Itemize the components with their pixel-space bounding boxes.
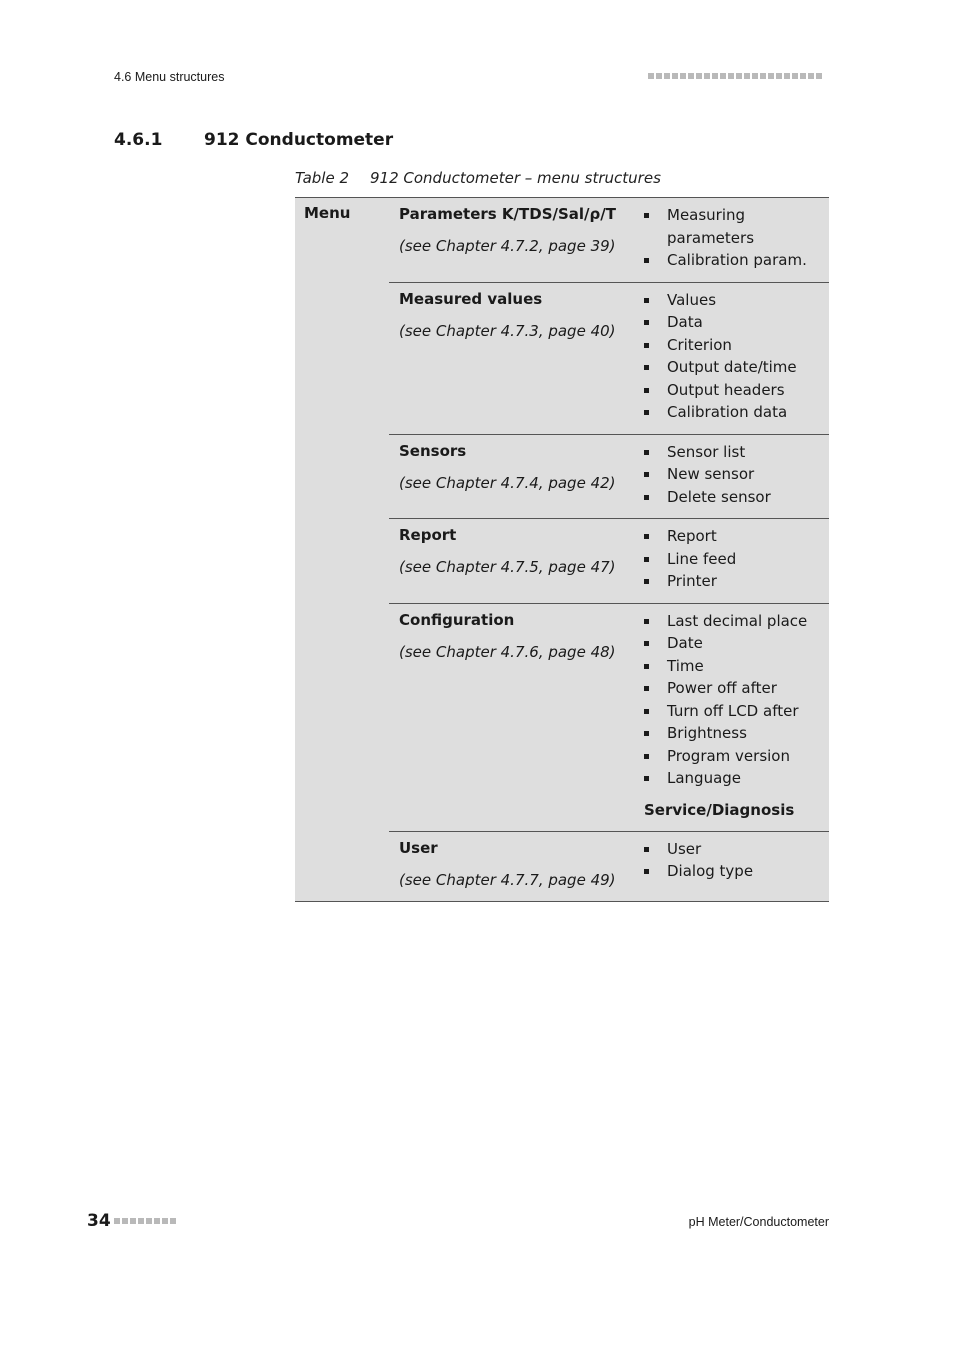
submenu-item: Calibration data xyxy=(644,401,823,424)
table-row xyxy=(295,198,829,283)
decoration-square xyxy=(138,1218,144,1224)
decoration-square xyxy=(114,1218,120,1224)
decoration-square xyxy=(712,73,718,79)
submenu-items-cell xyxy=(644,603,829,831)
submenu-item: Delete sensor xyxy=(644,486,823,509)
decoration-square xyxy=(752,73,758,79)
menu-entry-cell xyxy=(389,519,644,604)
menu-entry-name: Configuration xyxy=(399,610,515,629)
menu-entry-cell xyxy=(389,603,644,831)
decoration-square xyxy=(808,73,814,79)
submenu-list xyxy=(644,610,823,790)
submenu-items-cell xyxy=(644,831,829,901)
submenu-item: Dialog type xyxy=(644,860,823,883)
menu-label-cell: Menu xyxy=(295,198,389,902)
menu-entry-cell xyxy=(389,831,644,901)
table-caption-text: 912 Conductometer – menu structures xyxy=(370,169,661,187)
decoration-square xyxy=(784,73,790,79)
submenu-item: New sensor xyxy=(644,463,823,486)
decoration-square xyxy=(720,73,726,79)
submenu-item: Sensor list xyxy=(644,441,823,464)
submenu-list xyxy=(644,838,823,883)
decoration-square xyxy=(760,73,766,79)
submenu-item: Output date/time xyxy=(644,356,823,379)
submenu-item: Printer xyxy=(644,570,823,593)
menu-structure-table xyxy=(295,197,829,902)
submenu-item: Program version xyxy=(644,745,823,768)
submenu-items-cell xyxy=(644,198,829,283)
menu-entry-cell xyxy=(389,282,644,434)
submenu-item: Date xyxy=(644,632,823,655)
submenu-items-cell xyxy=(644,282,829,434)
submenu-item: Last decimal place xyxy=(644,610,823,633)
decoration-square xyxy=(170,1218,176,1224)
submenu-list xyxy=(644,441,823,509)
decoration-square xyxy=(146,1218,152,1224)
chapter-reference: (see Chapter 4.7.6, page 48) xyxy=(399,642,616,661)
chapter-reference: (see Chapter 4.7.4, page 42) xyxy=(399,473,616,492)
chapter-reference: (see Chapter 4.7.5, page 47) xyxy=(399,558,616,576)
footer-decoration xyxy=(114,1218,176,1224)
submenu-item: Data xyxy=(644,311,823,334)
submenu-item: User xyxy=(644,838,823,861)
decoration-square xyxy=(768,73,774,79)
menu-entry-cell xyxy=(389,198,644,283)
decoration-square xyxy=(656,73,662,79)
table-caption-label: Table 2 xyxy=(295,169,350,187)
decoration-square xyxy=(162,1218,168,1224)
decoration-square xyxy=(664,73,670,79)
header-decoration xyxy=(648,73,822,79)
decoration-square xyxy=(744,73,750,79)
submenu-item: Language xyxy=(644,767,823,790)
chapter-reference: (see Chapter 4.7.7, page 49) xyxy=(399,870,616,889)
decoration-square xyxy=(792,73,798,79)
decoration-square xyxy=(800,73,806,79)
section-title: 912 Conductometer xyxy=(204,130,394,150)
submenu-item: Report xyxy=(644,525,823,548)
decoration-square xyxy=(688,73,694,79)
decoration-square xyxy=(696,73,702,79)
section-heading xyxy=(114,130,393,150)
submenu-extra-heading: Service/Diagnosis xyxy=(644,800,795,819)
menu-entry-cell xyxy=(389,434,644,519)
page-number: 34 xyxy=(87,1211,111,1231)
running-header: 4.6 Menu structures xyxy=(114,70,225,84)
submenu-items-cell xyxy=(644,519,829,604)
submenu-item: Power off after xyxy=(644,677,823,700)
chapter-reference: (see Chapter 4.7.2, page 39) xyxy=(399,237,616,255)
menu-entry-name: Parameters Κ/TDS/Sal/ρ/T xyxy=(399,205,616,223)
submenu-item: Calibration param. xyxy=(644,249,823,272)
submenu-item: Turn off LCD after xyxy=(644,700,823,723)
decoration-square xyxy=(776,73,782,79)
menu-entry-name: Sensors xyxy=(399,441,467,460)
decoration-square xyxy=(704,73,710,79)
submenu-item: Line feed xyxy=(644,548,823,571)
menu-entry-name: User xyxy=(399,838,438,857)
submenu-item: Criterion xyxy=(644,334,823,357)
chapter-reference: (see Chapter 4.7.3, page 40) xyxy=(399,321,616,340)
submenu-list xyxy=(644,204,823,272)
decoration-square xyxy=(728,73,734,79)
decoration-square xyxy=(680,73,686,79)
submenu-list xyxy=(644,289,823,424)
footer-document-title: pH Meter/Conductometer xyxy=(688,1215,829,1229)
decoration-square xyxy=(130,1218,136,1224)
menu-entry-name: Measured values xyxy=(399,289,543,308)
menu-entry-name: Report xyxy=(399,526,457,544)
decoration-square xyxy=(736,73,742,79)
decoration-square xyxy=(154,1218,160,1224)
submenu-item: Values xyxy=(644,289,823,312)
submenu-list xyxy=(644,525,823,593)
decoration-square xyxy=(672,73,678,79)
decoration-square xyxy=(122,1218,128,1224)
submenu-item: Measuring parameters xyxy=(644,204,823,249)
decoration-square xyxy=(816,73,822,79)
decoration-square xyxy=(648,73,654,79)
submenu-item: Output headers xyxy=(644,379,823,402)
table-caption xyxy=(295,169,661,187)
submenu-items-cell xyxy=(644,434,829,519)
submenu-item: Time xyxy=(644,655,823,678)
menu-structure-table-body xyxy=(295,198,829,902)
submenu-item: Brightness xyxy=(644,722,823,745)
section-number: 4.6.1 xyxy=(114,130,163,150)
